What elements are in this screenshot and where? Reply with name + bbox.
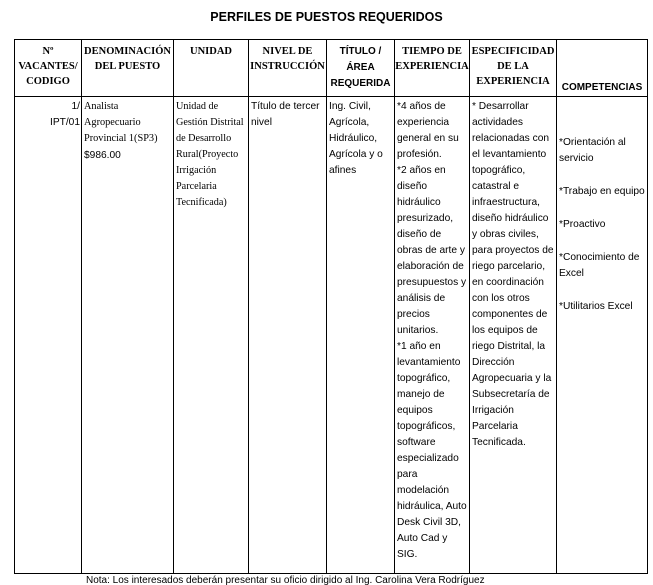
position-name: Analista Agropecuario Provincial 1(SP3) (84, 101, 158, 145)
header-unidad: UNIDAD (174, 40, 249, 97)
unit-name: Unidad de Gestión Distrital de Desarrollo Rural(Proyecto Irrigación Parcelaria Tecnificada) (176, 101, 244, 208)
competency-item: *Conocimiento de Excel (559, 252, 640, 279)
competency-item: *Orientación al servicio (559, 137, 626, 164)
cell-especificidad (470, 97, 557, 574)
header-especificidad: ESPECIFICIDAD DE LA EXPERIENCIA (470, 40, 557, 97)
cell-competencias (557, 97, 648, 574)
experience-item: *4 años de experiencia general en su profesión. (397, 101, 459, 160)
footer-note: Nota: Los interesados deberán presentar su oficio dirigido al Ing. Carolina Vera Rodríguez (86, 575, 485, 585)
experience-item: *1 año en levantamiento topográfico, manejo de equipos topográficos, software especializado para modelación hidráulica, Auto Desk Civil 3D, Auto Cad y SIG. (397, 341, 467, 560)
cell-denominacion (82, 97, 174, 574)
profiles-table (14, 39, 648, 574)
header-nivel: NIVEL DE INSTRUCCIÓN (249, 40, 327, 97)
required-degree: Ing. Civil, Agrícola, Hidráulico, Agrícola y o afines (329, 101, 383, 176)
header-vacantes: Nº VACANTES/ CODIGO (15, 40, 82, 97)
vacantes-count: 1/ (71, 101, 80, 112)
cell-unidad (174, 97, 249, 574)
header-competencias: COMPETENCIAS (557, 40, 648, 97)
header-tiempo: TIEMPO DE EXPERIENCIA (395, 40, 470, 97)
competency-item: *Proactivo (559, 219, 606, 230)
cell-titulo (327, 97, 395, 574)
cell-vacantes (15, 97, 82, 574)
header-denominacion: DENOMINACIÓN DEL PUESTO (82, 40, 174, 97)
document-title: PERFILES DE PUESTOS REQUERIDOS (210, 10, 443, 24)
table-header-row (15, 40, 648, 97)
competency-item: *Utilitarios Excel (559, 301, 633, 312)
experience-specificity: * Desarrollar actividades relacionadas con el levantamiento topográfico, catastral e infraestructura, diseño hidráulico y obras civiles, para proyectos de riego parcelario, en coordinación con los otros componentes de los equipos de riego Distrital, la Dirección Agropecuaria y la Subsecretaría de Irrigación Parcelaria Tecnificada. (472, 101, 554, 448)
header-titulo: TÍTULO / ÁREA REQUERIDA (327, 40, 395, 97)
education-level: Título de tercer nivel (251, 101, 320, 128)
experience-item: *2 años en diseño hidráulico presurizado, diseño de obras de arte y elaboración de presupuestos y análisis de precios unitarios. (397, 165, 467, 336)
position-salary: $986.00 (84, 149, 121, 161)
competency-item: *Trabajo en equipo (559, 186, 645, 197)
position-code: IPT/01 (49, 117, 80, 128)
table-row (15, 97, 648, 574)
cell-nivel (249, 97, 327, 574)
cell-tiempo (395, 97, 470, 574)
